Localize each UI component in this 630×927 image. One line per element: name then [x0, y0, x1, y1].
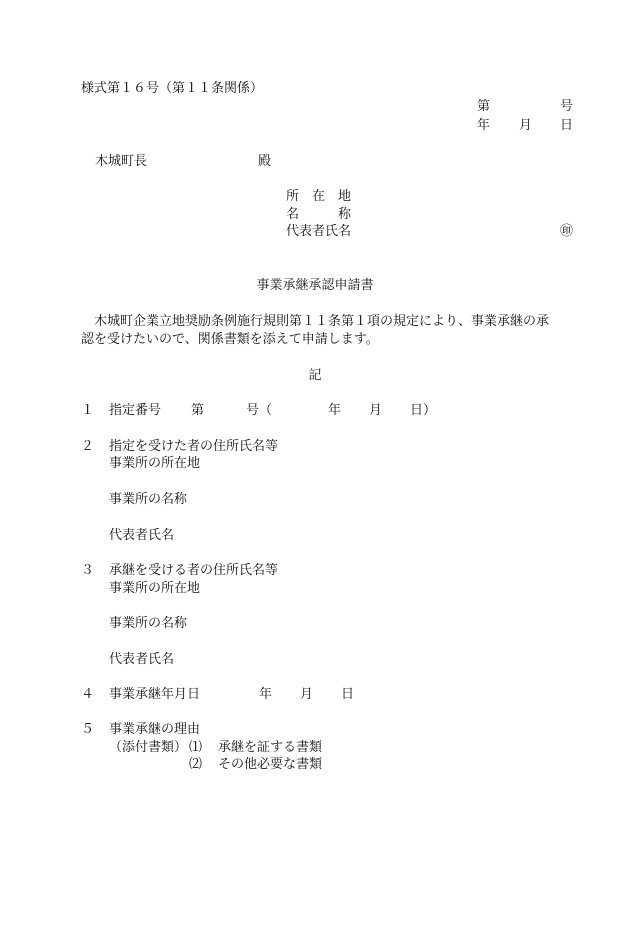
- document-number-suffix: 号: [560, 99, 574, 114]
- attachment-1-text: 承継を証する書類: [218, 740, 323, 755]
- item-4-number: ４: [81, 687, 95, 702]
- applicant-name-label: 名 称: [286, 207, 352, 222]
- date-day-label: 日: [560, 118, 574, 133]
- body-line-2: 認を受けたいので、関係書類を添えて申請します。: [81, 332, 379, 347]
- seal-mark: ㊞: [560, 224, 574, 239]
- addressee-name: 木城町長: [95, 154, 148, 169]
- item-4-label: 事業承継年月日: [109, 687, 201, 702]
- item-4-month: 月: [300, 687, 314, 702]
- item-1-month: 月: [369, 403, 383, 418]
- item-1-number: １: [81, 403, 95, 418]
- attachment-1-number: ⑴: [189, 740, 203, 755]
- item-1-label: 指定番号: [109, 403, 162, 418]
- item-1-year: 年: [328, 403, 342, 418]
- addressee-honorific: 殿: [258, 154, 272, 169]
- attachment-2-number: ⑵: [189, 757, 203, 772]
- attachment-2-text: その他必要な書類: [218, 757, 323, 772]
- item-3-number: ３: [81, 563, 95, 578]
- item-1-day: 日）: [410, 403, 437, 418]
- item-3-sub-address: 事業所の所在地: [109, 581, 201, 596]
- item-3-sub-name: 事業所の名称: [109, 616, 188, 631]
- item-3-label: 承継を受ける者の住所氏名等: [109, 563, 279, 578]
- item-2-sub-representative: 代表者氏名: [109, 528, 175, 543]
- attachments-label: （添付書類）: [109, 740, 188, 755]
- document-title: 事業承継承認申請書: [256, 278, 374, 293]
- form-number: 様式第１６号（第１１条関係）: [81, 81, 264, 96]
- item-1-go: 号（: [246, 403, 273, 418]
- item-5-label: 事業承継の理由: [109, 722, 201, 737]
- item-2-number: ２: [81, 439, 95, 454]
- applicant-representative-label: 代表者氏名: [286, 224, 352, 239]
- item-3-sub-representative: 代表者氏名: [109, 652, 175, 667]
- date-year-label: 年: [477, 118, 491, 133]
- item-4-year: 年: [259, 687, 273, 702]
- item-1-dai: 第: [191, 403, 205, 418]
- date-month-label: 月: [519, 118, 533, 133]
- applicant-address-label: 所 在 地: [286, 189, 352, 204]
- body-line-1: 木城町企業立地奨励条例施行規則第１１条第１項の規定により、事業承継の承: [81, 314, 550, 329]
- item-5-number: ５: [81, 722, 95, 737]
- item-4-day: 日: [341, 687, 355, 702]
- item-2-sub-address: 事業所の所在地: [109, 456, 201, 471]
- item-2-label: 指定を受けた者の住所氏名等: [109, 439, 279, 454]
- document-number-prefix: 第: [477, 99, 491, 114]
- item-2-sub-name: 事業所の名称: [109, 492, 188, 507]
- ki-heading: 記: [308, 368, 322, 383]
